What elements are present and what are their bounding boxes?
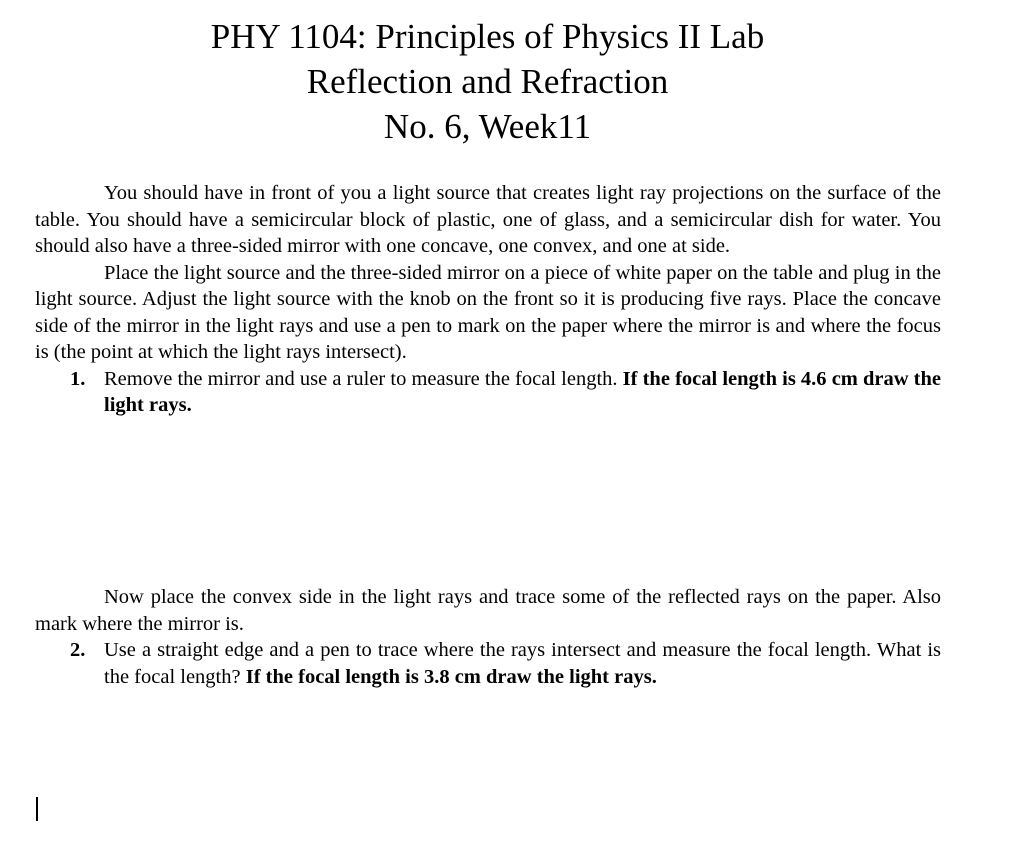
title-block — [0, 14, 975, 149]
lab-number: No. 6, Week11 — [383, 107, 592, 146]
question-1-number: 1. — [70, 367, 86, 390]
question-1-bold-text: If the focal length is 4.6 cm draw the light rays. — [104, 367, 942, 416]
text-cursor[interactable] — [36, 797, 38, 821]
section-convex — [35, 584, 941, 690]
intro-paragraph-2: Place the light source and the three-sided mirror on a piece of white paper on the table and plug in the light source. Adjust the light source with the knob on the front so it is producing five rays. Place the concave side of the mirror in the light rays and use a pen to mark on the paper where the mirror is and where the focus is (the point at which the light rays intersect). — [35, 261, 941, 363]
question-2 — [35, 637, 941, 690]
question-2-bold-text: If the focal length is 3.8 cm draw the light rays. — [245, 665, 657, 688]
convex-paragraph: Now place the convex side in the light rays and trace some of the reflected rays on the paper. Also mark where the mirror is. — [35, 586, 941, 635]
section-intro — [35, 180, 941, 419]
lab-title: Reflection and Refraction — [306, 62, 669, 101]
course-title: PHY 1104: Principles of Physics II Lab — [210, 17, 765, 56]
question-2-text: Use a straight edge and a pen to trace where the rays intersect and measure the focal length. What is the focal length? — [104, 639, 941, 688]
question-2-number: 2. — [70, 639, 86, 661]
question-1-text: Remove the mirror and use a ruler to measure the focal length. — [104, 367, 618, 390]
question-1 — [35, 366, 941, 419]
intro-paragraph-1: You should have in front of you a light source that creates light ray projections on the surface of the table. You should have a semicircular block of plastic, one of glass, and a semicircular dish for water. You should also have a three-sided mirror with one concave, one convex, and one at side. — [35, 182, 941, 257]
